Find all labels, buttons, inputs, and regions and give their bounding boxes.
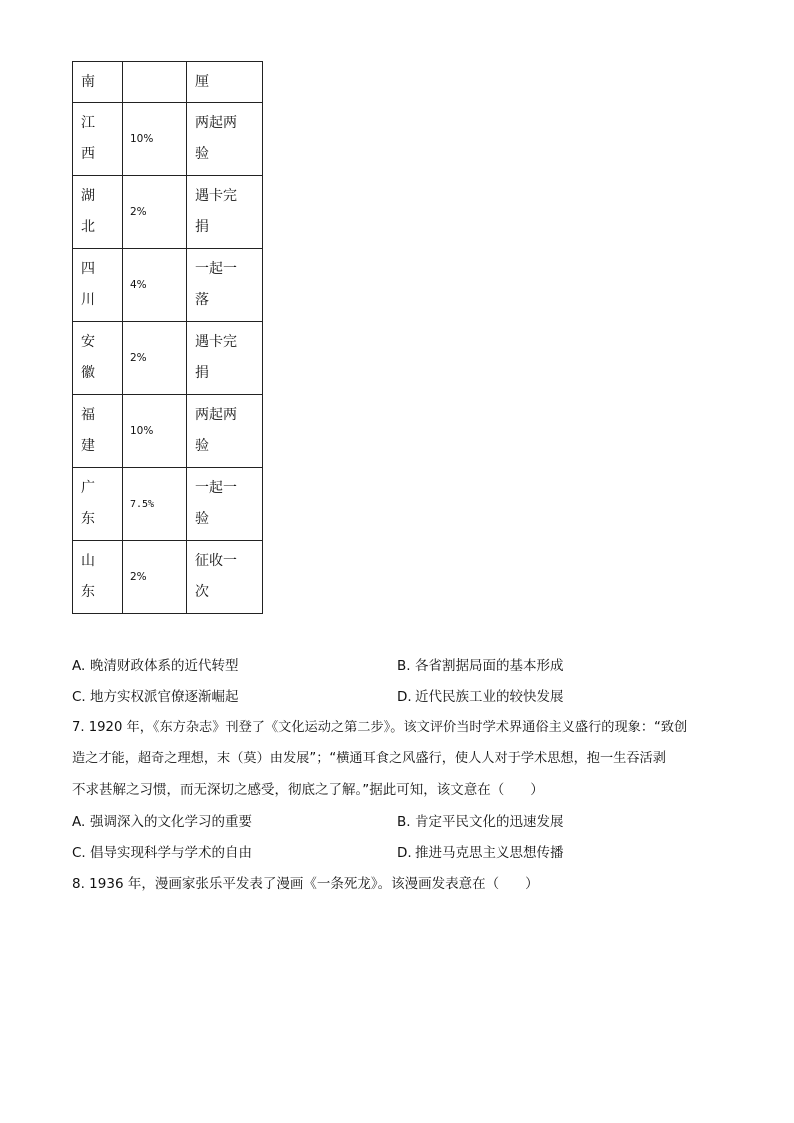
rate-cell: 10%	[123, 103, 187, 176]
q7-answer-blank[interactable]: ）	[530, 782, 544, 798]
note-cell: 一起一 验	[187, 468, 263, 541]
header-cell-2	[123, 62, 187, 103]
q8-answer-blank[interactable]: ）	[525, 876, 539, 892]
province-cell: 四 川	[73, 249, 123, 322]
q7-option-b[interactable]: B. 肯定平民文化的迅速发展	[397, 814, 564, 830]
note-cell: 征收一 次	[187, 541, 263, 614]
table-row	[73, 468, 263, 541]
table-row	[73, 176, 263, 249]
note-cell: 两起两 验	[187, 395, 263, 468]
table-row	[73, 541, 263, 614]
note-cell: 遇卡完 捐	[187, 176, 263, 249]
table-row	[73, 395, 263, 468]
table-row	[73, 249, 263, 322]
rate-cell: 7.5%	[123, 468, 187, 541]
header-cell-1: 南	[73, 62, 123, 103]
q7-stem-line-3: 不求甚解之习惯，而无深切之感受，彻底之了解。”据此可知，该文意在（ ）	[72, 782, 544, 798]
q6-option-c[interactable]: C. 地方实权派官僚逐渐崛起	[72, 689, 239, 705]
q6-option-a[interactable]: A. 晚清财政体系的近代转型	[72, 658, 239, 674]
rate-cell: 2%	[123, 176, 187, 249]
province-cell: 湖 北	[73, 176, 123, 249]
note-cell: 两起两 验	[187, 103, 263, 176]
province-cell: 江 西	[73, 103, 123, 176]
rate-cell: 4%	[123, 249, 187, 322]
rate-cell: 2%	[123, 322, 187, 395]
q8-stem: 8. 1936 年，漫画家张乐平发表了漫画《一条死龙》。该漫画发表意在（ ）	[72, 876, 539, 892]
q6-option-d[interactable]: D. 近代民族工业的较快发展	[397, 689, 564, 705]
province-cell: 福 建	[73, 395, 123, 468]
rate-cell: 2%	[123, 541, 187, 614]
note-cell: 一起一 落	[187, 249, 263, 322]
q7-option-d[interactable]: D. 推进马克思主义思想传播	[397, 845, 564, 861]
rate-cell: 10%	[123, 395, 187, 468]
province-cell: 广 东	[73, 468, 123, 541]
q7-stem-line-2: 造之才能，超奇之理想，末（莫）由发展”；“横通耳食之风盛行，使人人对于学术思想，抱一生吞活剥	[72, 751, 666, 766]
table-header-row	[73, 62, 263, 103]
province-tax-table	[72, 61, 263, 614]
q7-option-c[interactable]: C. 倡导实现科学与学术的自由	[72, 845, 252, 861]
q7-stem-line-1: 7. 1920 年，《东方杂志》刊登了《文化运动之第二步》。该文评价当时学术界通俗主义盛行的现象：“致创	[72, 720, 688, 735]
table-row	[73, 103, 263, 176]
table-row	[73, 322, 263, 395]
note-cell: 遇卡完 捐	[187, 322, 263, 395]
q7-option-a[interactable]: A. 强调深入的文化学习的重要	[72, 814, 252, 830]
province-cell: 山 东	[73, 541, 123, 614]
q6-option-b[interactable]: B. 各省割据局面的基本形成	[397, 658, 564, 674]
header-cell-3: 厘	[187, 62, 263, 103]
province-cell: 安 徽	[73, 322, 123, 395]
